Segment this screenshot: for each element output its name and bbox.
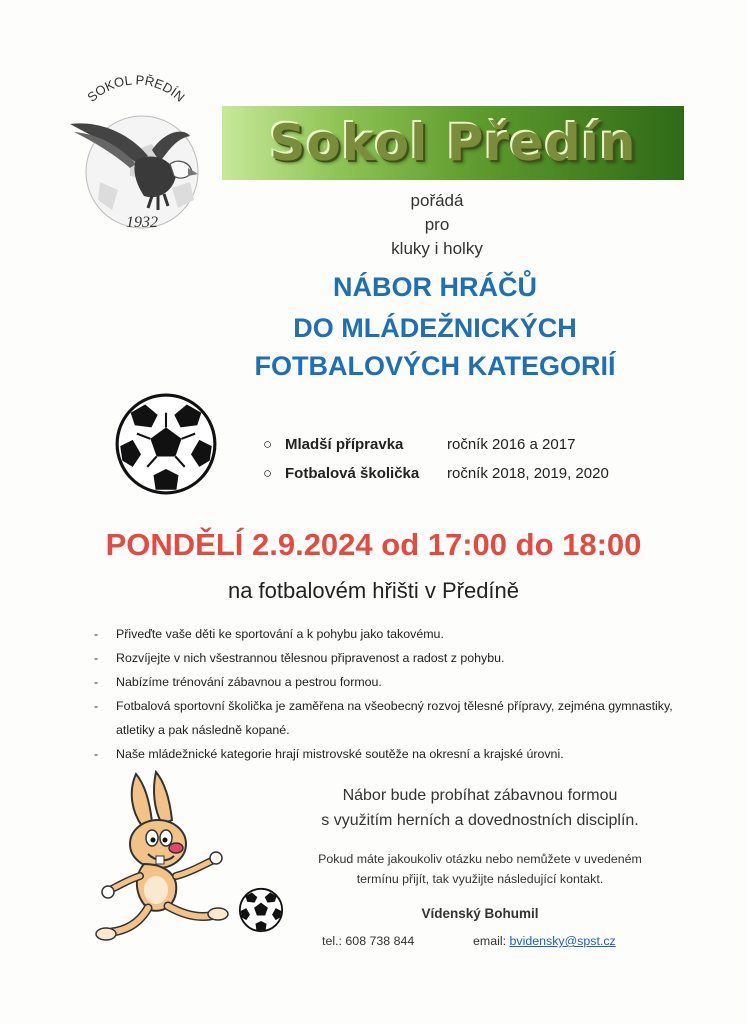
list-item-text: Přiveďte vaše děti ke sportování a k pohybu jako takovému.	[116, 627, 444, 641]
closing-fun-line-2: s využitím herních a dovednostních disciplín.	[321, 812, 639, 829]
list-item-text: Fotbalová sportovní školička je zaměřena na všeobecný rozvoj tělesné přípravy, zejména gymnastiky, atletiky a pak následně kopané.	[116, 699, 673, 737]
headline-line-3: FOTBALOVÝCH KATEGORIÍ	[254, 351, 616, 381]
event-datetime: PONDĚLÍ 2.9.2024 od 17:00 do 18:00	[105, 527, 642, 562]
logo-year: 1932	[126, 214, 158, 231]
title-banner	[222, 106, 684, 180]
bunny-mascot-icon	[92, 768, 242, 948]
eagle-with-football-icon	[70, 116, 198, 228]
category-row	[263, 465, 609, 482]
intro-audience: kluky i holky	[391, 239, 483, 258]
headline-line-1: NÁBOR HRÁČŮ	[333, 272, 537, 302]
list-dash: -	[94, 747, 99, 761]
list-item-text: Naše mládežnické kategorie hrají mistrovské soutěže na okresní a krajské úrovni.	[116, 747, 564, 761]
closing-question-line-2: termínu přijít, tak využijte následující kontakt.	[356, 872, 604, 886]
event-venue: na fotbalovém hřišti v Předíně	[227, 578, 520, 603]
list-item	[94, 670, 694, 694]
category-years: ročník 2018, 2019, 2020	[447, 465, 609, 482]
list-item	[94, 646, 694, 670]
list-item	[94, 742, 694, 766]
closing-question-line-1: Pokud máte jakoukoliv otázku nebo nemůžete v uvedeném	[318, 852, 642, 866]
list-item-text: Rozvíjejte v nich všestrannou tělesnou připravenost a radost z pohybu.	[116, 651, 505, 665]
email-link[interactable]: bvidensky@spst.cz	[509, 934, 616, 948]
list-item-text: Nabízíme trénování zábavnou a pestrou formou.	[116, 675, 382, 689]
logo-arc-text: SOKOL PŘEDÍN	[84, 72, 188, 105]
benefits-list	[94, 622, 694, 766]
category-name: Mladší přípravka	[285, 436, 404, 453]
closing-fun-line-1: Nábor bude probíhat zábavnou formou	[342, 787, 618, 804]
category-years: ročník 2016 a 2017	[447, 436, 576, 453]
banner-title: Sokol Předín	[269, 114, 637, 172]
contact-name: Vídenský Bohumil	[421, 906, 539, 921]
club-logo	[60, 72, 210, 237]
list-dash: -	[94, 651, 99, 665]
list-dash: -	[94, 675, 99, 689]
contact-email-line	[473, 934, 616, 948]
intro-for: pro	[424, 215, 450, 234]
category-name: Fotbalová školička	[285, 465, 420, 482]
intro-organizes: pořádá	[410, 191, 464, 210]
contact-phone: tel.: 608 738 844	[322, 934, 415, 948]
category-bullet: ○	[263, 465, 273, 482]
football-icon	[114, 392, 218, 496]
list-dash: -	[94, 699, 99, 713]
category-bullet: ○	[263, 436, 273, 453]
list-dash: -	[94, 627, 99, 641]
email-label: email:	[473, 934, 510, 948]
headline-line-2: DO MLÁDEŽNICKÝCH	[293, 313, 577, 343]
list-item	[94, 622, 694, 646]
category-row	[263, 436, 575, 453]
list-item	[94, 694, 694, 742]
